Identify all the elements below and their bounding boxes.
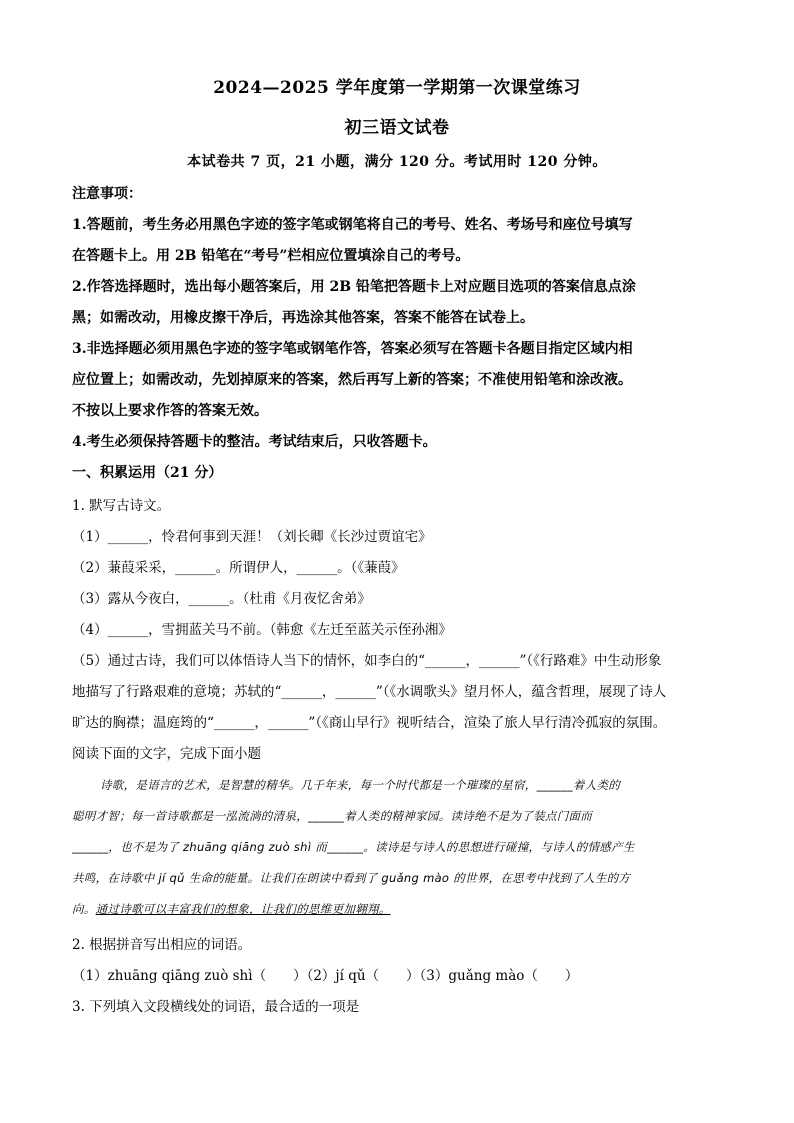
- exam-title: 2024—2025 学年度第一学期第一次课堂练习: [213, 78, 581, 98]
- notice-line: 在答题卡上。用 2B 铅笔在“考号”栏相应位置填涂自己的考号。: [72, 248, 470, 264]
- exam-subtitle: 初三语文试卷: [344, 118, 450, 138]
- notice-heading: 注意事项：: [72, 186, 142, 202]
- reading-intro: 阅读下面的文字，完成下面小题: [72, 746, 261, 762]
- notice-line: 2.作答选择题时，选出每小题答案后，用 2B 铅笔把答题卡上对应题目选项的答案信息点涂: [72, 279, 636, 295]
- question-3-stem: 3. 下列填入文段横线处的词语，最合适的一项是: [72, 999, 360, 1015]
- question-2-stem: 2. 根据拼音写出相应的词语。: [72, 937, 252, 953]
- passage-line: 聪明才智；每一首诗歌都是一泓流淌的清泉，______着人类的精神家园。读诗绝不是为了装点门面而: [72, 809, 593, 823]
- passage-line: 诗歌，是语言的艺术，是智慧的精华。几千年来，每一个时代都是一个璀璨的星宿，______着人类的: [100, 778, 621, 792]
- notice-line: 3.非选择题必须用黑色字迹的签字笔或钢笔作答，答案必须写在答题卡各题目指定区域内相: [72, 341, 633, 357]
- notice-line: 4.考生必须保持答题卡的整洁。考试结束后，只收答题卡。: [72, 434, 437, 450]
- section-heading: 一、积累运用（21 分）: [72, 465, 223, 481]
- question-1-item: （4）______，雪拥蓝关马不前。（韩愈《左迁至蓝关示侄孙湘》: [72, 622, 452, 638]
- question-1-item: （2）蒹葭采采，______。所谓伊人，______。（《蒹葭》: [72, 560, 405, 576]
- notice-line: 应位置上；如需改动，先划掉原来的答案，然后再写上新的答案；不准使用铅笔和涂改液。: [72, 372, 632, 388]
- question-1-item: （3）露从今夜白，______。（杜甫《月夜忆舍弟》: [72, 591, 371, 607]
- notice-line: 不按以上要求作答的答案无效。: [72, 403, 268, 419]
- exam-info: 本试卷共 7 页，21 小题，满分 120 分。考试用时 120 分钟。: [187, 154, 607, 170]
- question-1-item: 地描写了行路艰难的意境；苏轼的“______，______”（《水调歌头》望月怀人，蕴含哲理，展现了诗人: [72, 684, 667, 700]
- notice-line: 黑；如需改动，用橡皮擦干净后，再选涂其他答案，答案不能答在试卷上。: [72, 310, 534, 326]
- question-1-item: 旷达的胸襟；温庭筠的“______，______”（《商山早行》视听结合，渲染了旅人早行清冷孤寂的氛围。: [72, 715, 667, 731]
- question-1-stem: 1. 默写古诗文。: [72, 498, 171, 514]
- question-1-item: （5）通过古诗，我们可以体悟诗人当下的情怀，如李白的“______，______”（《行路难》中生动形象: [72, 653, 662, 669]
- underlined-sentence: 通过诗歌可以丰富我们的想象，让我们的思维更加翱翔。: [95, 902, 391, 916]
- question-2-answers: （1）zhuāng qiāng zuò shì（ ）（2）jí qǔ（ ）（3）guǎng mào（ ）: [72, 968, 579, 984]
- passage-text: 向。: [72, 902, 96, 916]
- passage-line: 共鸣，在诗歌中 jí qǔ 生命的能量。让我们在朗读中看到了 guǎng mào 的世界，在思考中找到了人生的方: [72, 871, 631, 885]
- passage-line: ______，也不是为了 zhuāng qiāng zuò shì 而______。读诗是与诗人的思想进行碰撞，与诗人的情感产生: [72, 840, 635, 854]
- passage-line: [72, 901, 722, 917]
- notice-line: 1.答题前，考生务必用黑色字迹的签字笔或钢笔将自己的考号、姓名、考场号和座位号填写: [72, 217, 633, 233]
- question-1-item: （1）______，怜君何事到天涯！（刘长卿《长沙过贾谊宅》: [72, 529, 432, 545]
